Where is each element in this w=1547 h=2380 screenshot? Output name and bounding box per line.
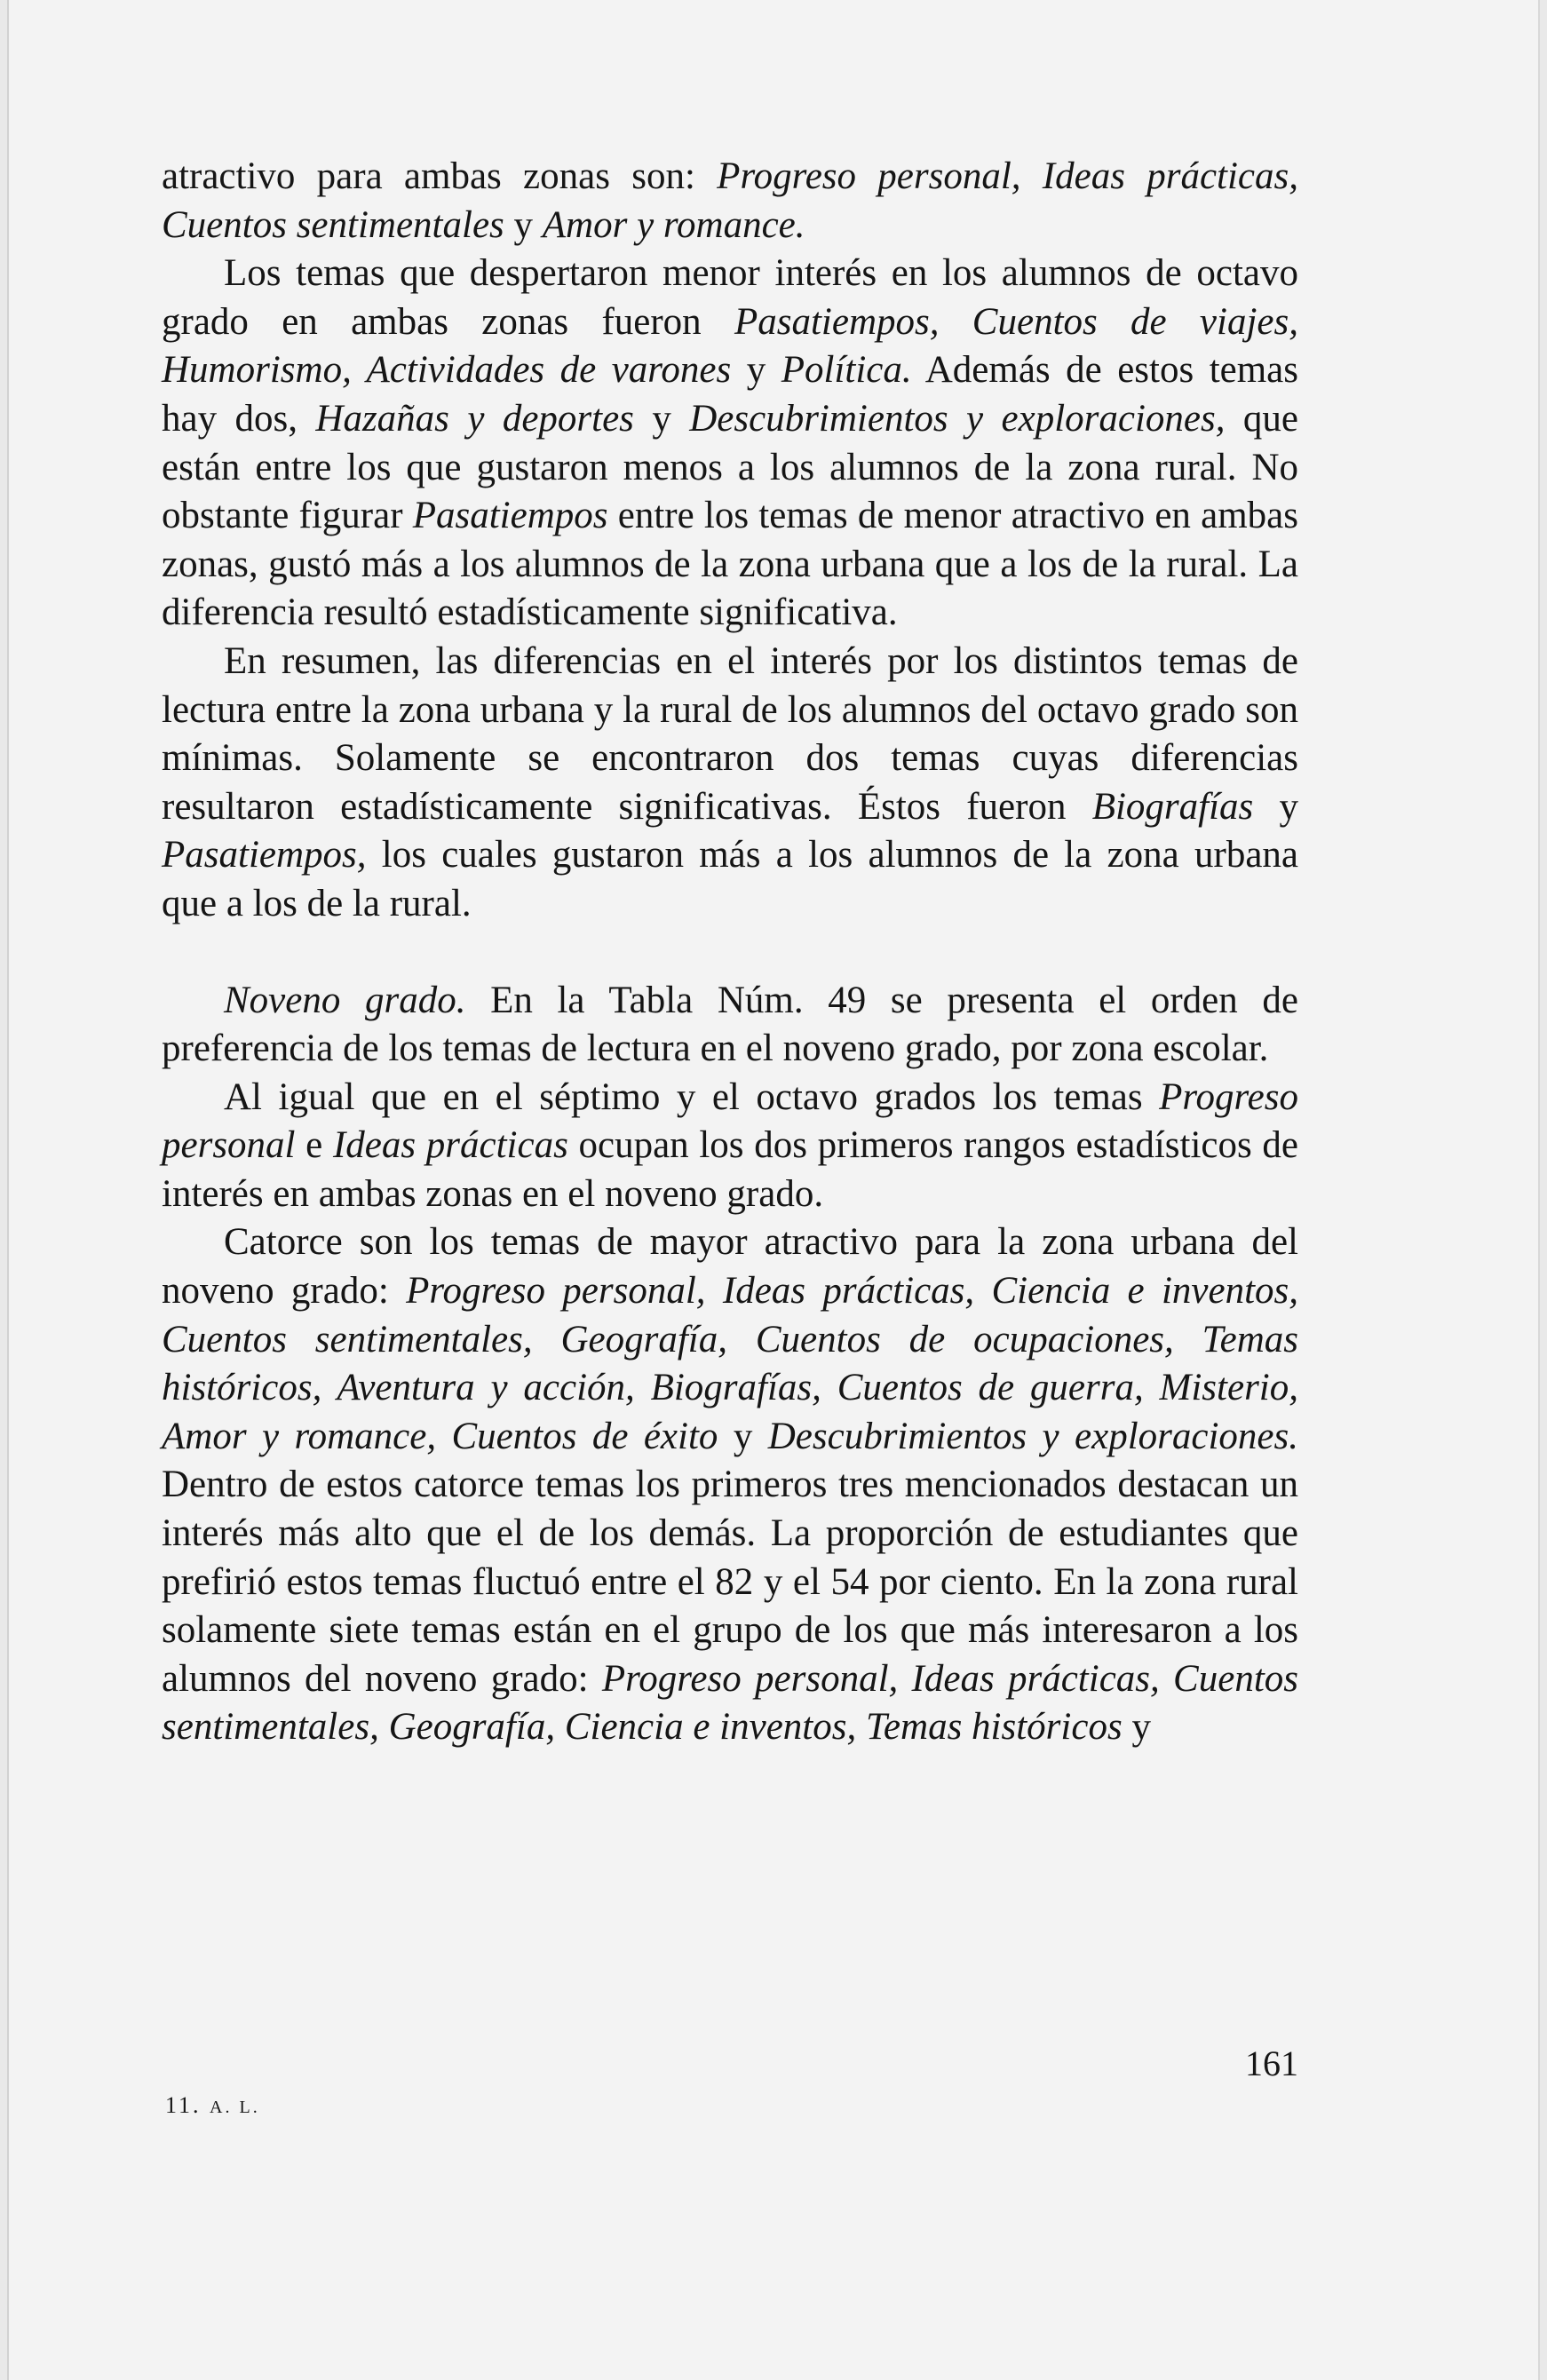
italic-run: Pasatiempos bbox=[412, 495, 608, 537]
text-run: Además de estos temas hay dos, bbox=[162, 349, 1298, 440]
italic-run: Progreso personal, Ideas prácticas, Cuentos sentimentales bbox=[162, 155, 1298, 246]
page-number: 161 bbox=[1245, 2043, 1298, 2083]
italic-run: Pasatiempos, Cuentos de viajes, Humorismo, Actividades de varones bbox=[162, 300, 1298, 392]
italic-run: Biografías bbox=[1091, 785, 1254, 828]
text-run: y bbox=[718, 1415, 768, 1457]
signature-mark bbox=[165, 2092, 260, 2119]
text-run: atractivo para ambas zonas son: bbox=[162, 155, 718, 197]
signature-number: 11. bbox=[165, 2092, 202, 2118]
book-page bbox=[7, 0, 1540, 2380]
italic-run: Descubrimientos y exploraciones. bbox=[767, 1415, 1298, 1457]
text-run: Al igual que en el séptimo y el octavo grados los temas bbox=[224, 1075, 1160, 1118]
paragraph-3 bbox=[162, 638, 1298, 929]
italic-run: Progreso personal, Ideas prácticas, Ciencia e inventos, Cuentos sentimentales, Geografía, Cuentos de ocupaciones, Temas históricos, Aventura y acción, Biografías, Cuentos de guerra, Misterio, Amor y romance, Cuentos de éxito bbox=[162, 1270, 1299, 1457]
italic-run: Progreso personal bbox=[162, 1075, 1298, 1167]
italic-run: Ideas prácticas bbox=[332, 1124, 568, 1167]
text-run: En resumen, las diferencias en el interés por los distintos temas de lectura entre la zona urbana y la rural de los alumnos del octavo grado son mínimas. Solamente se encontraron dos temas cuyas diferencias resultaron estadísticamente significativas. Éstos fueron bbox=[162, 639, 1298, 828]
italic-run: Pasatiempos, bbox=[162, 834, 367, 877]
italic-run: Noveno grado. bbox=[224, 979, 466, 1021]
body-text bbox=[162, 153, 1298, 1752]
text-run: los cuales gustaron más a los alumnos de la zona urbana que a los de la rural. bbox=[162, 834, 1298, 924]
italic-run: Hazañas y deportes bbox=[315, 397, 634, 440]
paragraph-noveno-grado bbox=[162, 977, 1298, 1074]
italic-run: Progreso personal, Ideas prácticas, Cuentos sentimentales, Geografía, Ciencia e inventos, Temas históricos bbox=[162, 1657, 1299, 1749]
text-run: y bbox=[1122, 1706, 1151, 1749]
italic-run: Amor y romance. bbox=[542, 203, 805, 246]
text-run: entre los temas de menor atractivo en ambas zonas, gustó más a los alumnos de la zona urbana que a los de la rural. La diferencia resultó estadísticamente significativa. bbox=[162, 495, 1298, 634]
text-run: que están entre los que gustaron menos a los alumnos de la zona rural. No obstante figurar bbox=[162, 397, 1298, 537]
text-run: En la Tabla Núm. 49 se presenta el orden de preferencia de los temas de lectura en el noveno grado, por zona escolar. bbox=[162, 979, 1298, 1070]
text-run: Dentro de estos catorce temas los primeros tres mencionados destacan un interés más alto que el de los demás. La proporción de estudiantes que prefirió estos temas fluctuó entre el 82 y el 54 por ciento. En la zona rural solamente siete temas están en el grupo de los que más interesaron a los alumnos del noveno grado: bbox=[162, 1464, 1298, 1700]
paragraph-6 bbox=[162, 1218, 1298, 1752]
text-run: y bbox=[633, 397, 690, 440]
signature-letters: A. L. bbox=[210, 2098, 260, 2117]
paragraph-1 bbox=[162, 153, 1298, 250]
text-run: Los temas que despertaron menor interés en los alumnos de octavo grado en ambas zonas fueron bbox=[162, 252, 1298, 343]
text-run: ocupan los dos primeros rangos estadísticos de interés en ambas zonas en el noveno grado. bbox=[162, 1124, 1298, 1215]
italic-run: Política. bbox=[781, 349, 912, 392]
paragraph-5 bbox=[162, 1074, 1298, 1219]
text-run: y bbox=[1253, 785, 1299, 828]
text-run: Catorce son los temas de mayor atractivo para la zona urbana del noveno grado: bbox=[162, 1221, 1298, 1313]
text-run: y bbox=[504, 203, 543, 246]
text-run: e bbox=[295, 1124, 333, 1167]
paragraph-2 bbox=[162, 250, 1298, 638]
italic-run: Descubrimientos y exploraciones, bbox=[689, 397, 1226, 440]
text-run: y bbox=[731, 349, 781, 392]
